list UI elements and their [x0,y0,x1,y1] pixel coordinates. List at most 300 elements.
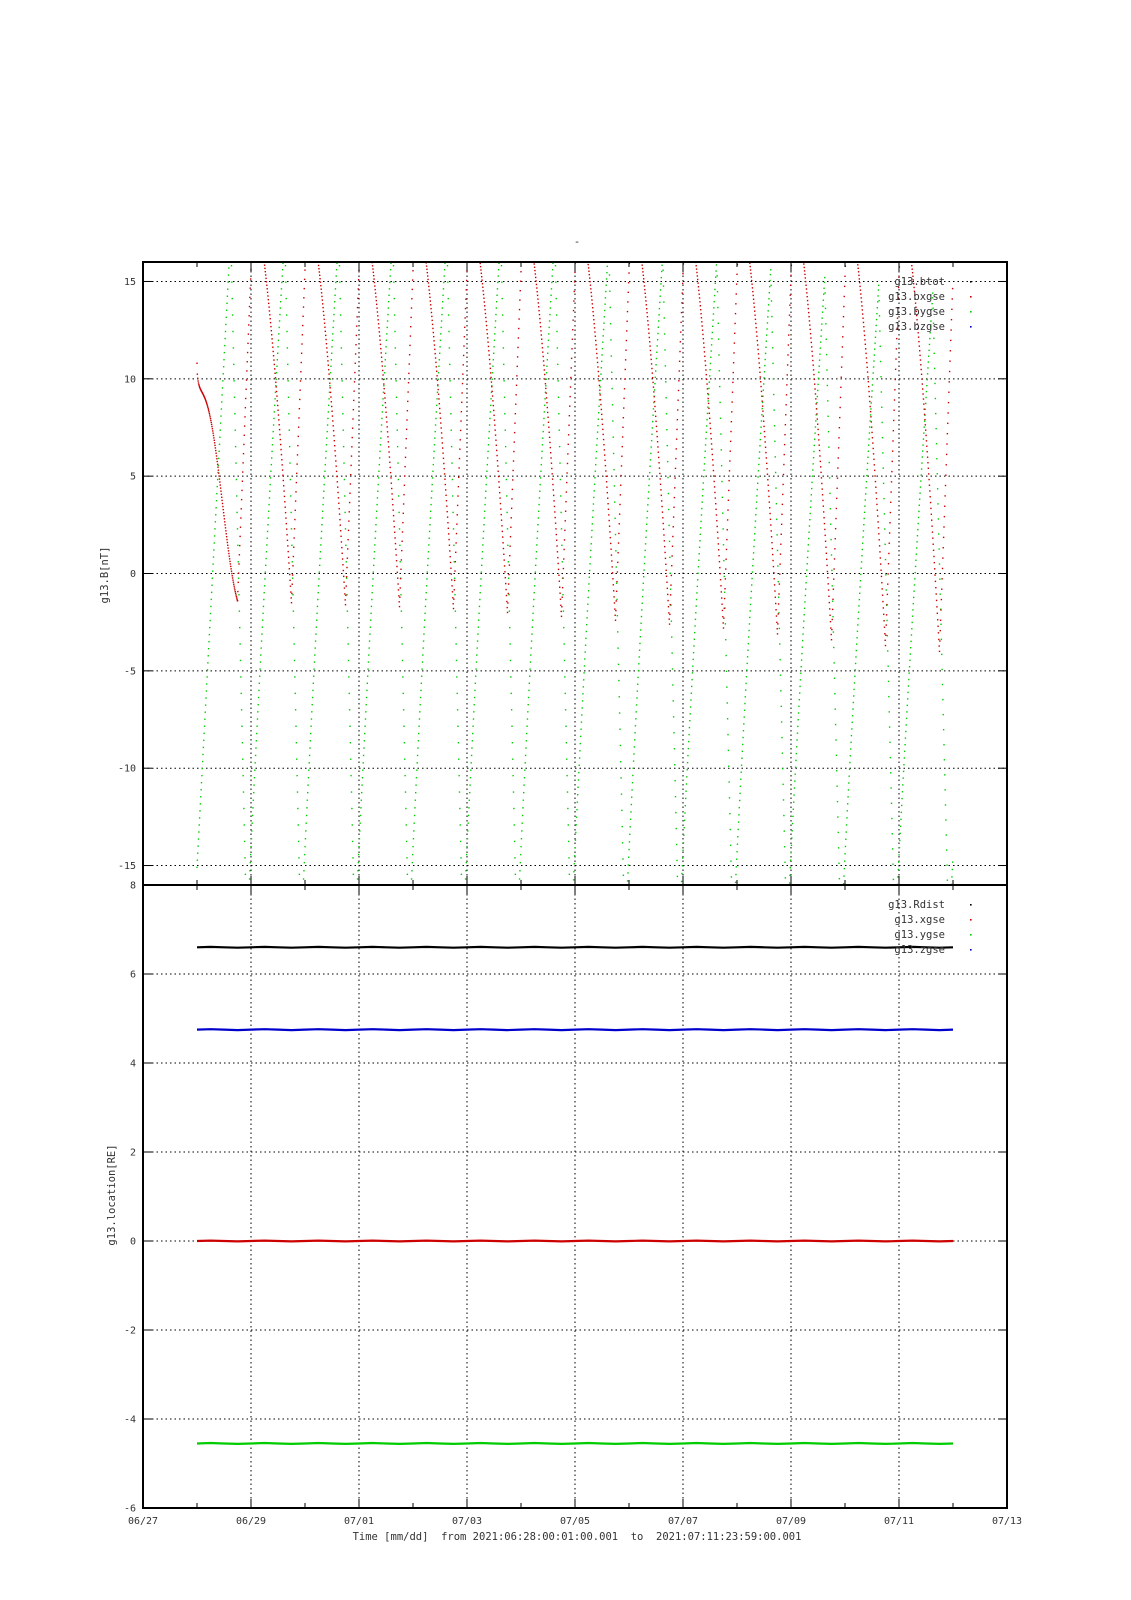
bygse-point [581,714,582,715]
bygse-point [934,383,935,384]
bygse-point [450,397,451,398]
bxgse-point [480,266,481,267]
bxgse-point [705,365,706,366]
bxgse-point [760,381,761,382]
bxgse-point [624,378,625,379]
bxgse-point [775,609,776,610]
bygse-point [591,536,592,537]
bxgse-point [247,352,248,353]
bxgse-point [375,289,376,290]
bxgse-point [937,626,938,627]
bygse-point [287,364,288,365]
bxgse-point [322,299,323,300]
bygse-point [362,770,363,771]
bygse-point [388,295,389,296]
bygse-point [642,596,643,597]
bygse-point [477,647,478,648]
bygse-point [414,822,415,823]
bxgse-point [353,400,354,401]
bxgse-point [396,566,397,567]
bxgse-point [398,589,399,590]
bygse-point [661,265,662,266]
bygse-point [393,265,394,266]
bygse-point [573,879,574,880]
bygse-point [887,650,888,651]
bxgse-point [273,351,274,352]
bygse-point [832,601,833,602]
bxgse-point [439,413,440,414]
bygse-point [525,762,526,763]
bygse-point [529,683,530,684]
bygse-point [317,599,318,600]
bxgse-point [290,585,291,586]
bygse-point [590,550,591,551]
bygse-point [350,742,351,743]
bxgse-point [729,470,730,471]
bygse-point [648,485,649,486]
bygse-point [652,427,653,428]
bygse-point [411,870,412,871]
bxgse-point [544,369,545,370]
bxgse-point [835,528,836,529]
bygse-point [908,685,909,686]
bygse-point [250,862,251,863]
bygse-point [690,706,691,707]
bxgse-point [545,388,546,389]
bygse-point [850,742,851,743]
bygse-point [768,298,769,299]
bxgse-point [409,354,410,355]
bygse-point [795,760,796,761]
bxgse-point [844,296,845,297]
bygse-point [617,631,618,632]
bygse-point [325,464,326,465]
bxgse-point [292,584,293,585]
bxgse-point [924,409,925,410]
bygse-point [899,847,900,848]
bygse-point [881,391,882,392]
bxgse-point [206,404,207,405]
bygse-point [635,718,636,719]
bygse-point [432,477,433,478]
bxgse-point [700,313,701,314]
bygse-point [250,846,251,847]
bxgse-point [231,573,232,574]
bxgse-point [830,627,831,628]
bxgse-point [324,323,325,324]
bxgse-point [300,371,301,372]
bxgse-point [773,572,774,573]
bygse-point [646,530,647,531]
bxgse-point [286,523,287,524]
bygse-point [811,482,812,483]
bxgse-point [539,314,540,315]
bxgse-point [620,494,621,495]
bygse-point [588,583,589,584]
bxgse-point [347,548,348,549]
bxgse-point [345,595,346,596]
bygse-point [506,495,507,496]
bxgse-point [736,293,737,294]
bygse-point [501,281,502,282]
bygse-point [286,331,287,332]
bxgse-point [290,591,291,592]
bygse-point [209,627,210,628]
bxgse-point [949,381,950,382]
bxgse-point [706,374,707,375]
bygse-point [759,451,760,452]
bxgse-point [810,333,811,334]
bxgse-point [607,497,608,498]
bygse-point [396,397,397,398]
bxgse-point [222,506,223,507]
bygse-point [511,709,512,710]
bxgse-point [649,341,650,342]
bygse-point [644,563,645,564]
bxgse-point [516,385,517,386]
bygse-point [290,512,291,513]
bygse-point [614,501,615,502]
bxgse-point [514,422,515,423]
bygse-point [395,347,396,348]
bxgse-point [433,336,434,337]
bxgse-point [217,467,218,468]
bxgse-point [777,623,778,624]
bxgse-point [664,540,665,541]
bygse-point [251,830,252,831]
bxgse-point [678,390,679,391]
bxgse-point [227,547,228,548]
bygse-point [782,752,783,753]
bxgse-point [436,371,437,372]
bxgse-point [832,599,833,600]
bxgse-point [489,363,490,364]
bygse-point [674,780,675,781]
bygse-point [767,322,768,323]
bygse-point [430,511,431,512]
bygse-point [497,288,498,289]
bygse-point [364,726,365,727]
bxgse-point [645,296,646,297]
bxgse-point [889,532,890,533]
bygse-point [670,573,671,574]
bxgse-point [616,600,617,601]
bygse-point [561,528,562,529]
bygse-point [495,327,496,328]
bxgse-point [229,556,230,557]
bxgse-point [761,391,762,392]
bxgse-point [697,279,698,280]
bxgse-point [501,514,502,515]
bxgse-point [505,589,506,590]
bygse-point [369,647,370,648]
bygse-point [886,589,887,590]
bygse-point [651,434,652,435]
bxgse-point [559,587,560,588]
bygse-point [221,394,222,395]
bygse-point [780,690,781,691]
bxgse-point [732,392,733,393]
bygse-point [282,275,283,276]
bygse-point [241,726,242,727]
bxgse-point [555,528,556,529]
bygse-point [936,458,937,459]
bygse-point [634,746,635,747]
bxgse-point [341,541,342,542]
bygse-point [197,860,198,861]
bxgse-point [458,477,459,478]
bygse-point [911,628,912,629]
bxgse-point [657,436,658,437]
bxgse-point [651,359,652,360]
bygse-point [765,353,766,354]
bxgse-point [882,588,883,589]
bxgse-point [373,278,374,279]
bxgse-point [270,322,271,323]
bxgse-point [626,321,627,322]
bxgse-point [878,533,879,534]
bygse-point [774,425,775,426]
bxgse-point [670,604,671,605]
bygse-point [703,470,704,471]
bxgse-point [324,319,325,320]
bygse-point [271,457,272,458]
bygse-point [742,737,743,738]
bxgse-point [407,401,408,402]
bxgse-point [726,549,727,550]
bygse-point [663,301,664,302]
bygse-point [861,561,862,562]
bxgse-point [387,426,388,427]
bxgse-point [667,594,668,595]
bxgse-point [663,523,664,524]
bygse-point [539,491,540,492]
bxgse-point [923,403,924,404]
bxgse-point [733,352,734,353]
bygse-point [802,633,803,634]
bxgse-point [771,536,772,537]
bxgse-point [779,583,780,584]
bxgse-point [613,590,614,591]
bygse-point [655,370,656,371]
bygse-point [316,613,317,614]
bxgse-point [268,299,269,300]
bxgse-point [768,490,769,491]
bygse-point [333,320,334,321]
bxgse-point [604,460,605,461]
bygse-point [684,820,685,821]
bygse-point [405,808,406,809]
bxgse-point [387,436,388,437]
bygse-point [615,550,616,551]
bygse-point [321,538,322,539]
bxgse-point [517,366,518,367]
bxgse-point [391,493,392,494]
bxgse-point [291,602,292,603]
bygse-point [805,588,806,589]
bxgse-point [544,378,545,379]
bygse-point [505,462,506,463]
bygse-point [845,846,846,847]
bxgse-point [755,319,756,320]
bxgse-point [330,387,331,388]
bxgse-point [434,344,435,345]
bxgse-point [210,418,211,419]
bygse-point [502,331,503,332]
bygse-point [435,418,436,419]
bxgse-point [806,288,807,289]
bygse-point [313,668,314,669]
bygse-point [412,854,413,855]
bxgse-point [325,339,326,340]
bxgse-point [935,581,936,582]
bygse-point [877,307,878,308]
bygse-point [668,525,669,526]
bygse-point [829,462,830,463]
bygse-point [793,801,794,802]
bxgse-point [652,377,653,378]
bxgse-point [206,403,207,404]
bygse-point [813,451,814,452]
bygse-point [432,484,433,485]
bygse-point [622,826,623,827]
bxgse-point [574,291,575,292]
bxgse-point [236,599,237,600]
bygse-point [648,498,649,499]
bygse-point [202,768,203,769]
figure-title: - [573,236,581,248]
bxgse-point [881,582,882,583]
bygse-point [582,707,583,708]
bygse-point [716,275,717,276]
bxgse-point [408,373,409,374]
bygse-point [285,281,286,282]
bygse-point [487,451,488,452]
bxgse-point [842,346,843,347]
bygse-point [685,791,686,792]
bxgse-point [452,597,453,598]
y-tick-label: -15 [117,861,136,873]
bygse-point [645,537,646,538]
bxgse-point [340,536,341,537]
bxgse-point [654,406,655,407]
bygse-point [222,380,223,381]
bygse-point [746,676,747,677]
bxgse-point [877,521,878,522]
bygse-point [835,739,836,740]
bxgse-point [506,601,507,602]
bxgse-point [560,605,561,606]
bxgse-point [520,280,521,281]
bxgse-point [627,301,628,302]
bxgse-point [460,430,461,431]
bygse-point [918,511,919,512]
bygse-point [868,438,869,439]
bygse-point [835,724,836,725]
bygse-point [868,451,869,452]
bygse-point [685,798,686,799]
bxgse-point [278,414,279,415]
bxgse-point [404,485,405,486]
x-tick-label: 06/29 [235,1516,267,1527]
bxgse-point [780,544,781,545]
bygse-point [609,274,610,275]
bxgse-point [785,414,786,415]
bygse-point [845,839,846,840]
bygse-point [498,269,499,270]
bxgse-point [603,434,604,435]
bxgse-point [355,363,356,364]
bxgse-point [770,524,771,525]
bygse-point [903,771,904,772]
bygse-point [219,444,220,445]
bxgse-point [500,503,501,504]
bxgse-point [562,597,563,598]
bygse-point [833,647,834,648]
bxgse-point [615,615,616,616]
bygse-point [401,643,402,644]
bygse-point [927,367,928,368]
bygse-point [563,627,564,628]
bygse-point [325,457,326,458]
bygse-point [887,665,888,666]
bygse-point [347,610,348,611]
bxgse-point [409,345,410,346]
bygse-point [458,775,459,776]
bxgse-point [442,447,443,448]
bygse-point [605,297,606,298]
bxgse-point [429,293,430,294]
bygse-point [205,697,206,698]
bxgse-point [230,563,231,564]
bygse-point [706,419,707,420]
bxgse-point [605,465,606,466]
bygse-point [810,507,811,508]
bxgse-point [389,462,390,463]
bygse-point [329,385,330,386]
bxgse-point [787,374,788,375]
bygse-point [363,755,364,756]
bygse-point [882,452,883,453]
bxgse-point [648,333,649,334]
bygse-point [711,344,712,345]
bygse-point [612,404,613,405]
bygse-point [346,578,347,579]
bygse-point [550,295,551,296]
bxgse-point [880,563,881,564]
bxgse-point [447,511,448,512]
bxgse-point [378,327,379,328]
bygse-point [272,437,273,438]
bygse-point [232,314,233,315]
bygse-point [675,812,676,813]
bygse-point [934,353,935,354]
bygse-point [665,365,666,366]
bxgse-point [462,383,463,384]
bxgse-point [860,289,861,290]
bygse-point [865,487,866,488]
bygse-point [825,323,826,324]
bxgse-point [589,281,590,282]
bxgse-point [274,364,275,365]
bxgse-point [250,278,251,279]
bygse-point [320,551,321,552]
bxgse-point [672,536,673,537]
bygse-point [440,340,441,341]
bygse-point [233,364,234,365]
bxgse-point [734,333,735,334]
bxgse-point [943,547,944,548]
